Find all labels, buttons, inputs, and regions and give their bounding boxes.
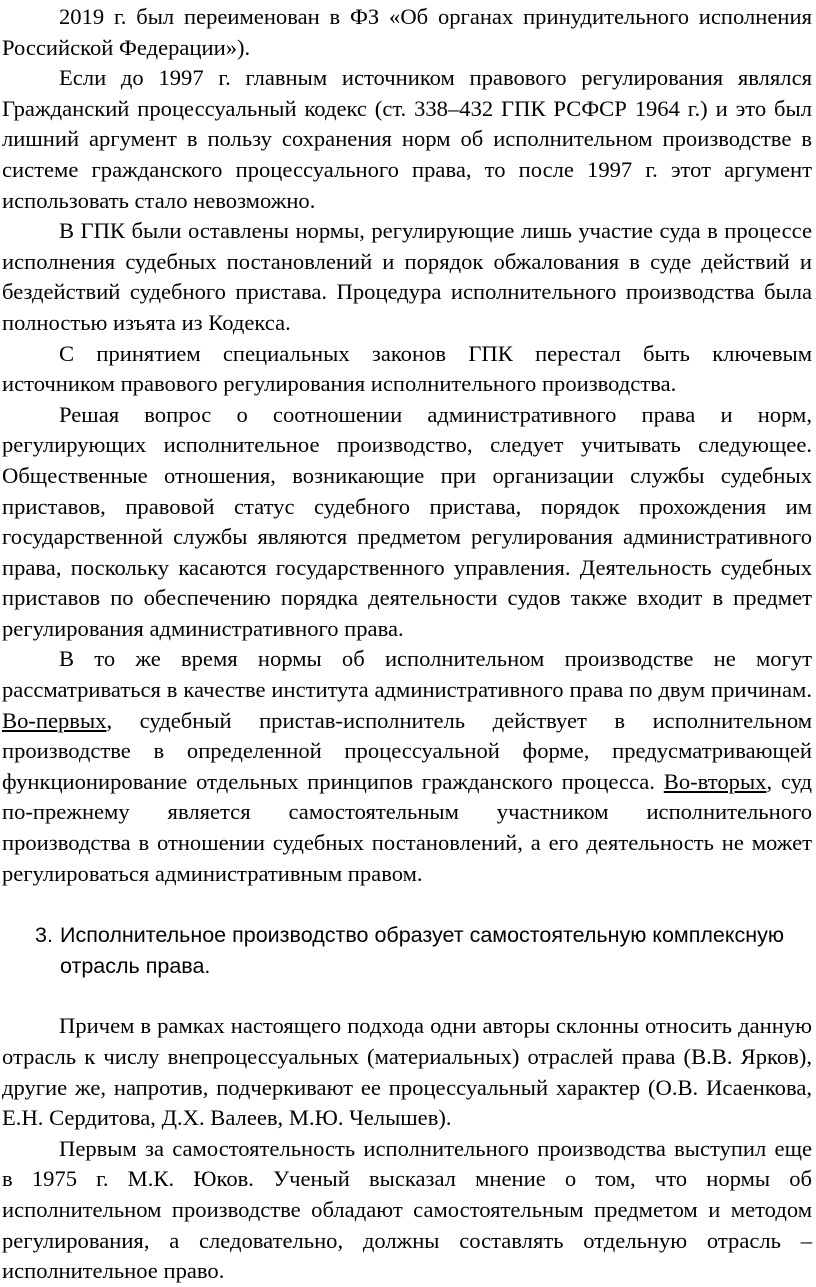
paragraph-two-reasons-part1: В то же время нормы об исполнительном производстве не могут рассматриваться в качестве института административного права по двум причинам. [2,646,812,703]
paragraph-administrative-law: Решая вопрос о соотношении административного права и норм, регулирующих исполнительное производство, следует учитывать следующее. Общественные отношения, возникающие при организации службы судебных приставов, правовой статус судебного пристава, порядок прохождения им государственной службы являются предметом регулирования административного права, поскольку касаются государственного управления. Деятельность судебных приставов по обеспечению порядка деятельности судов также входит в предмет регулирования административного права. [2,401,812,641]
numbered-list-item [2,920,812,981]
underlined-first-reason: Во-первых [2,707,107,733]
paragraph-yukov: Первым за самостоятельность исполнительного производства выступил еще в 1975 г. М.К. Юков. Ученый высказал мнение о том, что нормы об исполнительном производстве обладают самостоятельным предметом и методом регулирования, а следовательно, должны составлять отдельную отрасль – исполнительное право. [2,1135,812,1284]
list-item-text: Исполнительное производство образует самостоятельную комплексную отрасль права. [60,923,784,978]
paragraph-fz-rename: 2019 г. был переименован в ФЗ «Об органах принудительного исполнения Российской Федерации»). [2,4,812,60]
paragraph-gpk-norms: В ГПК были оставлены нормы, регулирующие лишь участие суда в процессе исполнения судебных постановлений и порядок обжалования в суде действий и бездействий судебного пристава. Процедура исполнительного производства была полностью изъята из Кодекса. [2,218,812,335]
paragraph-authors-views: Причем в рамках настоящего подхода одни авторы склонны относить данную отрасль к числу внепроцессуальных (материальных) отраслей права (В.В. Ярков), другие же, напротив, подчеркивают ее процессуальный характер (О.В. Исаенкова, Е.Н. Сердитова, Д.Х. Валеев, М.Ю. Челышев). [2,1013,812,1131]
paragraph-two-reasons [2,644,812,889]
paragraph-special-laws: С принятием специальных законов ГПК перестал быть ключевым источником правового регулирования исполнительного производства. [2,340,812,397]
underlined-second-reason: Во-вторых [663,768,767,794]
spacer [2,889,812,920]
spacer [2,981,812,1011]
paragraph-two-reasons-part2: , судебный пристав-исполнитель действует в исполнительном производстве в определенной процессуальной форме, предусматривающей функционирование отдельных принципов гражданского процесса. [2,707,812,794]
paragraph-two-reasons-part3: , суд по-прежнему является самостоятельным участником исполнительного производства в отношении судебных постановлений, а его деятельность не может регулироваться административным правом. [2,768,812,886]
list-item-number: 3. [35,923,53,948]
paragraph-gpk-1997: Если до 1997 г. главным источником правового регулирования являлся Гражданский процессуальный кодекс (ст. 338–432 ГПК РСФСР 1964 г.) и это был лишний аргумент в пользу сохранения норм об исполнительном производстве в системе гражданского процессуального права, то после 1997 г. этот аргумент использовать стало невозможно. [2,65,812,213]
